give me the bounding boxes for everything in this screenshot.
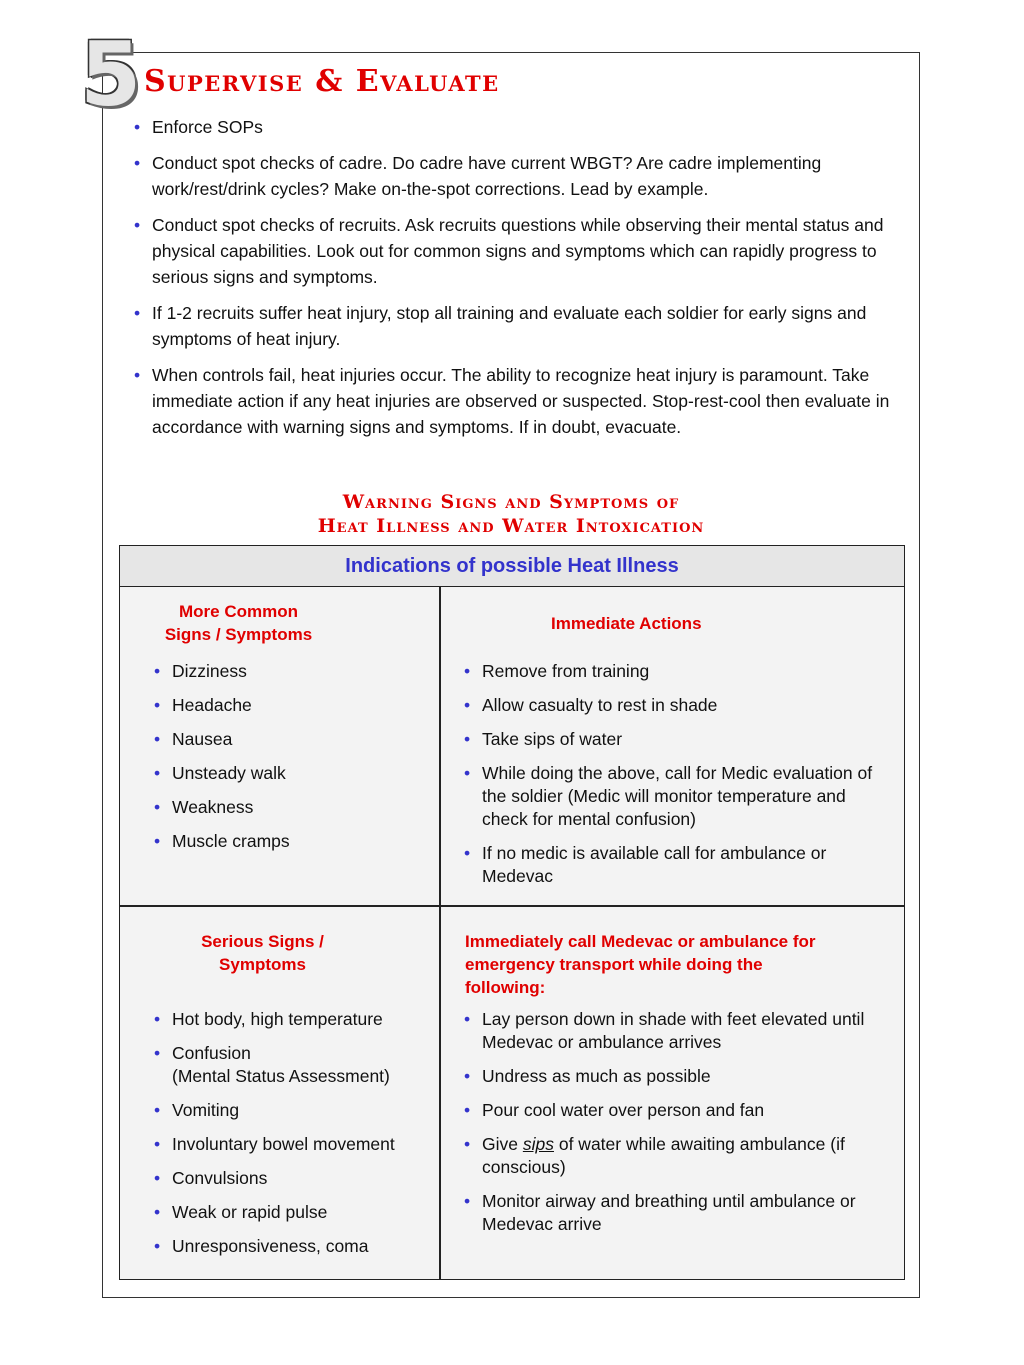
warning-signs-heading: [102, 490, 920, 538]
sips-emphasis: sips: [522, 1134, 554, 1154]
bullet-recruit-spot-checks: • Conduct spot checks of recruits. Ask recruits questions while observing their mental status and physical capabilities. Look out for common signs and symptoms which can rapidly progress to serious signs and symptoms.: [130, 212, 890, 290]
list-item: • Muscle cramps: [150, 830, 430, 853]
immediate-actions-heading: Immediate Actions: [551, 614, 702, 633]
list-item: • Nausea: [150, 728, 430, 751]
bullet-controls-fail: • When controls fail, heat injuries occur. The ability to recognize heat injury is paramount. Take immediate action if any heat injuries are observed or suspected. Stop-rest-cool then evaluate in accordance with warning signs and symptoms. If in doubt, evacuate.: [130, 362, 890, 440]
common-signs-heading-line1: More Common: [179, 602, 298, 621]
list-item: • Weak or rapid pulse: [150, 1201, 435, 1224]
bullet-cadre-spot-checks: • Conduct spot checks of cadre. Do cadre have current WBGT? Are cadre implementing work/rest/drink cycles? Make on-the-spot corrections. Lead by example.: [130, 150, 890, 202]
list-item: • Dizziness: [150, 660, 430, 683]
step-number-badge: 5: [80, 23, 142, 126]
list-item: • Remove from training: [460, 660, 880, 683]
confusion-label: Confusion: [172, 1043, 251, 1063]
list-item: • Take sips of water: [460, 728, 880, 751]
list-item: • Unresponsiveness, coma: [150, 1235, 435, 1258]
list-item: • Convulsions: [150, 1167, 435, 1190]
list-item: • Hot body, high temperature: [150, 1008, 435, 1031]
list-item: • Lay person down in shade with feet elevated until Medevac or ambulance arrives: [460, 1008, 880, 1054]
list-item: • Headache: [150, 694, 430, 717]
list-item: • Pour cool water over person and fan: [460, 1099, 880, 1122]
bullet-heat-injury-stop-training: • If 1-2 recruits suffer heat injury, stop all training and evaluate each soldier for early signs and symptoms of heat injury.: [130, 300, 890, 352]
confusion-subtext: (Mental Status Assessment): [172, 1066, 390, 1086]
immediate-actions-list: [460, 660, 880, 899]
list-item: • Vomiting: [150, 1099, 435, 1122]
bullet-enforce-sops: • Enforce SOPs: [130, 114, 890, 140]
list-item: • While doing the above, call for Medic evaluation of the soldier (Medic will monitor temperature and check for mental confusion): [460, 762, 880, 831]
list-item: • Weakness: [150, 796, 430, 819]
serious-signs-heading-line1: Serious Signs /: [201, 932, 324, 951]
common-signs-heading: [156, 600, 321, 646]
common-signs-list: [150, 660, 430, 864]
list-item: • If no medic is available call for ambulance or Medevac: [460, 842, 880, 888]
list-item: [150, 1042, 435, 1088]
serious-signs-heading: [180, 930, 345, 976]
row-divider: [120, 905, 904, 907]
supervision-bullet-list: [130, 114, 890, 450]
list-item: • Unsteady walk: [150, 762, 430, 785]
page-title: Supervise & Evaluate: [144, 64, 500, 99]
serious-signs-heading-line2: Symptoms: [219, 955, 306, 974]
list-item: • Monitor airway and breathing until ambulance or Medevac arrive: [460, 1190, 880, 1236]
emergency-transport-heading: Immediately call Medevac or ambulance for emergency transport while doing the following:: [465, 932, 816, 997]
emergency-actions-list: [460, 1008, 880, 1247]
warning-heading-line1: Warning Signs and Symptoms of: [342, 491, 680, 513]
list-item: • Undress as much as possible: [460, 1065, 880, 1088]
give-suffix: of water while awaiting ambulance (if conscious): [482, 1134, 845, 1177]
heat-illness-table: [119, 545, 905, 1280]
give-prefix: Give: [482, 1134, 523, 1154]
list-item: • Involuntary bowel movement: [150, 1133, 435, 1156]
list-item: [460, 1133, 880, 1179]
list-item: • Allow casualty to rest in shade: [460, 694, 880, 717]
table-header: Indications of possible Heat Illness: [120, 546, 904, 587]
serious-signs-list: [150, 1008, 435, 1269]
common-signs-heading-line2: Signs / Symptoms: [164, 625, 313, 644]
column-divider: [439, 587, 441, 1279]
warning-heading-line2: Heat Illness and Water Intoxication: [317, 515, 705, 537]
